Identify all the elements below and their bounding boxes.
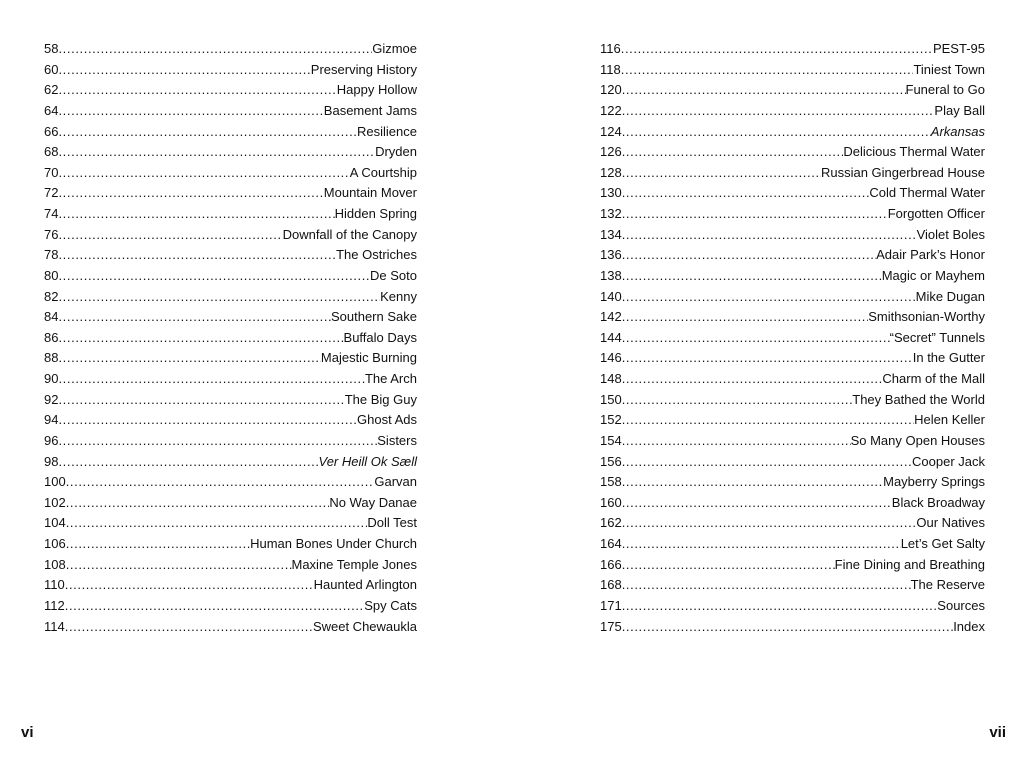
toc-page-number: 138 xyxy=(600,267,622,283)
toc-entry-title: Let’s Get Salty xyxy=(900,536,985,551)
toc-entry-title: Funeral to Go xyxy=(905,82,985,98)
toc-entry xyxy=(44,245,417,266)
toc-entry xyxy=(44,390,417,411)
toc-entry xyxy=(44,60,417,81)
toc-entry-title: Kenny xyxy=(380,288,417,304)
dot-leader xyxy=(58,80,336,101)
dot-leader xyxy=(621,60,914,81)
toc-entry-title: Charm of the Mall xyxy=(882,371,985,386)
dot-leader xyxy=(622,225,917,246)
toc-entry xyxy=(600,493,985,514)
toc-entry-title: Downfall of the Canopy xyxy=(282,226,417,242)
toc-entry xyxy=(600,101,985,122)
toc-entry xyxy=(44,142,417,163)
toc-entry xyxy=(600,266,985,287)
toc-entry-title: Ghost Ads xyxy=(357,412,417,428)
toc-page-number: 70 xyxy=(44,164,59,180)
dot-leader xyxy=(58,122,357,143)
dot-leader xyxy=(58,287,380,308)
toc-entry-title: No Way Danae xyxy=(329,494,417,510)
toc-entry xyxy=(44,122,417,143)
toc-page-number: 94 xyxy=(44,412,59,428)
toc-entry xyxy=(600,617,985,638)
toc-page-number: 140 xyxy=(600,288,622,304)
toc-page-number: 110 xyxy=(44,577,65,593)
toc-entry xyxy=(44,183,417,204)
toc-page-number: 162 xyxy=(600,515,622,531)
toc-entry-title: The Arch xyxy=(364,371,417,386)
toc-entry-title: The Ostriches xyxy=(336,247,417,263)
table-of-contents-left xyxy=(44,39,417,637)
toc-page-number: 122 xyxy=(600,102,622,118)
toc-entry xyxy=(44,493,417,514)
toc-entry-title: Fine Dining and Breathing xyxy=(834,556,985,572)
toc-page-number: 88 xyxy=(44,350,59,366)
dot-leader xyxy=(622,287,916,308)
toc-entry xyxy=(600,390,985,411)
toc-entry-title: Sisters xyxy=(377,432,417,448)
toc-entry-title: Cold Thermal Water xyxy=(869,185,985,201)
toc-entry-title: Smithsonian-Worthy xyxy=(868,309,985,325)
toc-entry xyxy=(600,555,985,576)
toc-entry-title: Index xyxy=(953,618,985,634)
toc-entry xyxy=(44,431,417,452)
toc-entry xyxy=(600,287,985,308)
toc-page-number: 84 xyxy=(44,309,59,325)
toc-page-number: 108 xyxy=(44,556,66,572)
toc-entry-title: Violet Boles xyxy=(916,226,985,242)
toc-entry xyxy=(44,513,417,534)
dot-leader xyxy=(622,183,870,204)
toc-entry-title: Adair Park’s Honor xyxy=(876,247,985,263)
dot-leader xyxy=(58,204,334,225)
toc-entry xyxy=(600,348,985,369)
toc-page-number: 78 xyxy=(44,247,59,263)
dot-leader xyxy=(622,431,851,452)
toc-page-number: 114 xyxy=(44,618,65,634)
dot-leader xyxy=(622,245,876,266)
toc-page-number: 144 xyxy=(600,329,622,345)
toc-page-number: 158 xyxy=(600,474,622,490)
dot-leader xyxy=(622,575,911,596)
dot-leader xyxy=(622,513,917,534)
dot-leader xyxy=(622,348,913,369)
dot-leader xyxy=(621,39,933,60)
toc-entry xyxy=(600,122,985,143)
toc-page-number: 102 xyxy=(44,494,66,510)
toc-page-number: 98 xyxy=(44,453,59,469)
toc-page-number: 118 xyxy=(600,61,621,77)
toc-page-number: 132 xyxy=(600,206,622,221)
toc-entry xyxy=(600,245,985,266)
toc-entry xyxy=(600,60,985,81)
page-folio-left: vi xyxy=(21,724,34,741)
dot-leader xyxy=(622,163,821,184)
toc-page-number: 68 xyxy=(44,144,59,160)
toc-entry xyxy=(44,348,417,369)
toc-entry xyxy=(44,410,417,431)
toc-entry xyxy=(600,183,985,204)
table-of-contents-right xyxy=(600,39,985,637)
toc-entry-title: Russian Gingerbread House xyxy=(820,164,985,180)
toc-entry xyxy=(44,39,417,60)
toc-page-number: 164 xyxy=(600,536,622,551)
dot-leader xyxy=(622,534,901,555)
dot-leader xyxy=(622,452,912,473)
toc-entry xyxy=(600,596,985,617)
toc-entry xyxy=(44,575,417,596)
dot-leader xyxy=(65,596,365,617)
toc-entry xyxy=(44,534,417,555)
dot-leader xyxy=(622,122,931,143)
toc-page-number: 175 xyxy=(600,618,622,634)
toc-entry-title: PEST-95 xyxy=(932,41,985,56)
dot-leader xyxy=(66,493,330,514)
toc-entry-title: Southern Sake xyxy=(330,309,417,325)
dot-leader xyxy=(622,142,844,163)
toc-entry-title: “Secret” Tunnels xyxy=(889,329,985,345)
toc-page-number: 74 xyxy=(44,206,59,221)
dot-leader xyxy=(58,328,343,349)
dot-leader xyxy=(58,266,370,287)
dot-leader xyxy=(66,513,368,534)
toc-page-number: 90 xyxy=(44,371,59,386)
dot-leader xyxy=(622,555,835,576)
toc-entry-title: Play Ball xyxy=(934,102,985,118)
toc-page-number: 130 xyxy=(600,185,622,201)
toc-page-number: 166 xyxy=(600,556,622,572)
toc-page-number: 142 xyxy=(600,309,622,325)
toc-page-number: 146 xyxy=(600,350,622,366)
toc-page-number: 112 xyxy=(44,597,65,613)
toc-entry xyxy=(600,142,985,163)
dot-leader xyxy=(58,142,375,163)
toc-page-number: 120 xyxy=(600,82,622,98)
toc-entry xyxy=(44,163,417,184)
toc-entry xyxy=(600,410,985,431)
toc-entry-title: Basement Jams xyxy=(323,102,417,118)
dot-leader xyxy=(622,204,888,225)
toc-entry xyxy=(44,266,417,287)
toc-entry xyxy=(600,225,985,246)
dot-leader xyxy=(622,410,914,431)
toc-entry-title: So Many Open Houses xyxy=(850,432,985,448)
toc-page-number: 104 xyxy=(44,515,66,531)
dot-leader xyxy=(58,369,365,390)
toc-entry xyxy=(44,555,417,576)
toc-page-number: 116 xyxy=(600,41,621,56)
toc-entry-title: Doll Test xyxy=(367,515,417,531)
toc-page-number: 126 xyxy=(600,144,622,160)
dot-leader xyxy=(622,390,853,411)
dot-leader xyxy=(66,472,375,493)
toc-entry xyxy=(44,596,417,617)
toc-entry-title: Mike Dugan xyxy=(915,288,985,304)
dot-leader xyxy=(622,328,890,349)
toc-entry-title: Preserving History xyxy=(310,61,417,77)
dot-leader xyxy=(58,60,310,81)
toc-page-number: 134 xyxy=(600,226,622,242)
toc-page-number: 160 xyxy=(600,494,622,510)
toc-page-number: 66 xyxy=(44,123,59,139)
dot-leader xyxy=(58,307,331,328)
toc-page-number: 62 xyxy=(44,82,59,98)
toc-entry-title: Resilience xyxy=(357,123,417,139)
toc-page-number: 128 xyxy=(600,164,622,180)
toc-entry xyxy=(44,328,417,349)
toc-entry-title: De Soto xyxy=(370,267,417,283)
toc-page-number: 150 xyxy=(600,391,622,407)
toc-entry xyxy=(600,452,985,473)
dot-leader xyxy=(58,245,336,266)
toc-entry-title: Delicious Thermal Water xyxy=(843,144,985,160)
dot-leader xyxy=(58,452,318,473)
toc-page-number: 168 xyxy=(600,577,622,593)
toc-page-number: 86 xyxy=(44,329,59,345)
dot-leader xyxy=(65,575,314,596)
toc-entry xyxy=(600,431,985,452)
toc-page-number: 92 xyxy=(44,391,59,407)
toc-entry xyxy=(44,307,417,328)
toc-page-number: 136 xyxy=(600,247,622,263)
dot-leader xyxy=(58,431,377,452)
dot-leader xyxy=(622,266,882,287)
toc-entry xyxy=(600,513,985,534)
toc-entry xyxy=(600,472,985,493)
toc-entry-title: The Big Guy xyxy=(344,391,417,407)
toc-entry-title: Human Bones Under Church xyxy=(250,536,417,551)
toc-entry-title: Happy Hollow xyxy=(336,82,417,98)
toc-entry xyxy=(600,575,985,596)
toc-page-number: 152 xyxy=(600,412,622,428)
toc-entry xyxy=(44,287,417,308)
toc-entry-title: The Reserve xyxy=(910,577,985,593)
toc-entry-title: Black Broadway xyxy=(891,494,985,510)
page-folio-right: vii xyxy=(989,724,1006,741)
toc-page-number: 171 xyxy=(600,597,622,613)
dot-leader xyxy=(58,225,282,246)
toc-entry xyxy=(44,369,417,390)
toc-entry-title: A Courtship xyxy=(349,164,417,180)
toc-entry-title: Mayberry Springs xyxy=(883,474,985,490)
toc-entry-title: Hidden Spring xyxy=(334,206,417,221)
toc-entry-title: Cooper Jack xyxy=(912,453,985,469)
toc-page-number: 64 xyxy=(44,102,59,118)
toc-entry-title: Majestic Burning xyxy=(320,350,417,366)
dot-leader xyxy=(58,348,320,369)
toc-entry xyxy=(44,80,417,101)
toc-entry-title: Sources xyxy=(937,597,985,613)
dot-leader xyxy=(622,472,883,493)
toc-entry-title: Magic or Mayhem xyxy=(881,267,985,283)
toc-page-number: 60 xyxy=(44,61,59,77)
dot-leader xyxy=(58,410,357,431)
toc-entry-title: Gizmoe xyxy=(372,41,417,56)
toc-entry xyxy=(600,534,985,555)
toc-entry-title: Ver Heill Ok Sæll xyxy=(318,453,417,469)
toc-entry-title: In the Gutter xyxy=(912,350,985,366)
toc-page-number: 80 xyxy=(44,267,59,283)
dot-leader xyxy=(622,307,868,328)
toc-page-number: 106 xyxy=(44,536,66,551)
dot-leader xyxy=(58,163,349,184)
toc-entry-title: Dryden xyxy=(375,144,417,160)
toc-page-number: 100 xyxy=(44,474,66,490)
toc-entry-title: Sweet Chewaukla xyxy=(312,618,417,634)
toc-page-number: 72 xyxy=(44,185,59,201)
dot-leader xyxy=(622,493,892,514)
toc-entry xyxy=(44,225,417,246)
toc-entry-title: Our Natives xyxy=(916,515,985,531)
dot-leader xyxy=(622,596,938,617)
dot-leader xyxy=(622,101,935,122)
dot-leader xyxy=(58,39,372,60)
toc-page-number: 58 xyxy=(44,41,59,56)
dot-leader xyxy=(66,534,250,555)
dot-leader xyxy=(65,617,313,638)
toc-entry xyxy=(44,101,417,122)
toc-entry xyxy=(600,80,985,101)
toc-entry-title: Spy Cats xyxy=(364,597,417,613)
toc-entry xyxy=(600,39,985,60)
toc-entry-title: Tiniest Town xyxy=(913,61,985,77)
toc-entry-title: Mountain Mover xyxy=(323,185,417,201)
right-page xyxy=(512,0,1024,768)
toc-entry-title: Buffalo Days xyxy=(343,329,417,345)
toc-page-number: 156 xyxy=(600,453,622,469)
toc-page-number: 82 xyxy=(44,288,59,304)
dot-leader xyxy=(622,617,953,638)
toc-entry-title: They Bathed the World xyxy=(852,391,985,407)
toc-entry-title: Forgotten Officer xyxy=(887,206,985,221)
toc-entry xyxy=(600,204,985,225)
toc-entry xyxy=(600,369,985,390)
toc-entry-title: Arkansas xyxy=(930,123,985,139)
toc-entry xyxy=(600,163,985,184)
toc-entry-title: Maxine Temple Jones xyxy=(291,556,417,572)
toc-entry xyxy=(600,307,985,328)
toc-entry-title: Helen Keller xyxy=(914,412,985,428)
toc-page-number: 96 xyxy=(44,432,59,448)
dot-leader xyxy=(622,80,906,101)
toc-page-number: 148 xyxy=(600,371,622,386)
toc-entry xyxy=(44,452,417,473)
toc-entry xyxy=(44,617,417,638)
dot-leader xyxy=(622,369,883,390)
toc-entry-title: Garvan xyxy=(374,474,417,490)
toc-entry xyxy=(44,204,417,225)
toc-entry xyxy=(600,328,985,349)
dot-leader xyxy=(66,555,292,576)
toc-entry xyxy=(44,472,417,493)
toc-page-number: 76 xyxy=(44,226,59,242)
dot-leader xyxy=(58,390,344,411)
dot-leader xyxy=(58,101,323,122)
dot-leader xyxy=(58,183,323,204)
toc-page-number: 154 xyxy=(600,432,622,448)
toc-entry-title: Haunted Arlington xyxy=(313,577,417,593)
toc-page-number: 124 xyxy=(600,123,622,139)
